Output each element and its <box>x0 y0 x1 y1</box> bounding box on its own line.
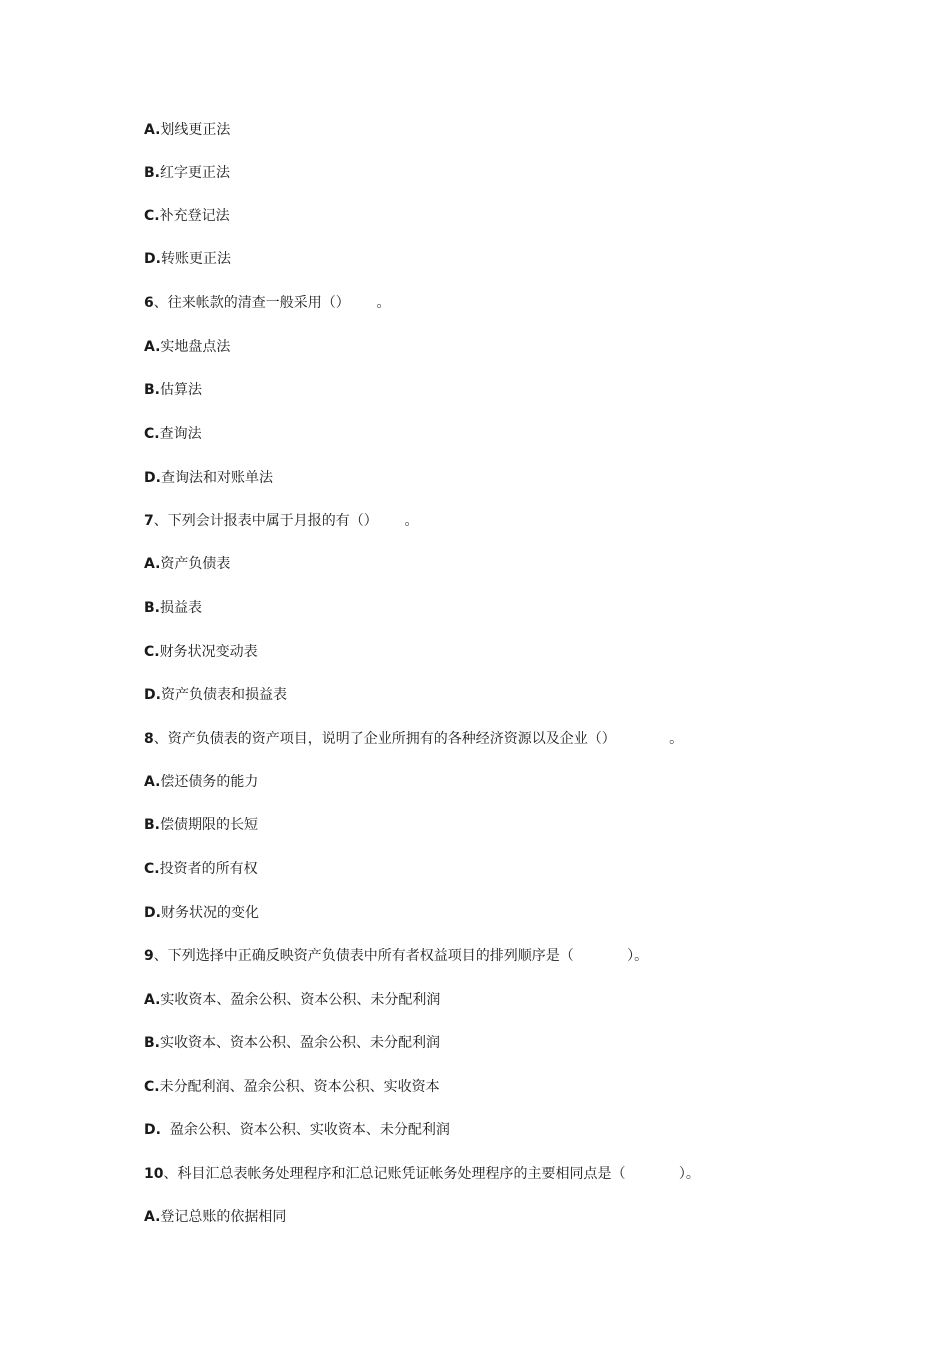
option-text: 投资者的所有权 <box>159 861 258 877</box>
option-text: 偿债期限的长短 <box>160 817 258 833</box>
option-text: 估算法 <box>160 382 202 398</box>
option-label: B. <box>144 817 160 833</box>
option-text: 红字更正法 <box>160 165 230 181</box>
option-label: A. <box>144 992 161 1008</box>
option-line <box>144 121 230 139</box>
option-label: A. <box>144 556 161 572</box>
option-line <box>144 207 230 225</box>
option-label: D. <box>144 905 161 921</box>
question-line <box>144 947 648 965</box>
option-line <box>144 1208 286 1226</box>
option-text: 实收资本、盈余公积、资本公积、未分配利润 <box>160 992 441 1008</box>
question-text: 、下列选择中正确反映资产负债表中所有者权益项目的排列顺序是（ ）。 <box>153 948 649 964</box>
question-text: 、往来帐款的清查一般采用（） 。 <box>153 295 391 311</box>
option-line <box>144 599 202 617</box>
option-text: 查询法和对账单法 <box>160 470 273 486</box>
option-label: B. <box>144 382 160 398</box>
option-text: 盈余公积、资本公积、实收资本、未分配利润 <box>160 1122 450 1138</box>
option-line <box>144 686 287 704</box>
option-label: D. <box>144 251 161 267</box>
option-label: A. <box>144 339 161 355</box>
option-text: 损益表 <box>160 600 202 616</box>
option-label: A. <box>144 122 161 138</box>
option-line <box>144 904 259 922</box>
question-text: 、下列会计报表中属于月报的有（） 。 <box>153 513 419 529</box>
option-line <box>144 773 258 791</box>
option-line <box>144 1078 440 1096</box>
option-line <box>144 991 440 1009</box>
option-text: 资产负债表 <box>160 556 231 572</box>
option-label: C. <box>144 1079 160 1095</box>
option-label: A. <box>144 774 161 790</box>
option-text: 财务状况变动表 <box>159 644 258 660</box>
option-label: C. <box>144 208 160 224</box>
option-text: 实地盘点法 <box>160 339 231 355</box>
option-label: D. <box>144 470 161 486</box>
option-line <box>144 338 230 356</box>
question-number: 10 <box>144 1166 164 1182</box>
option-line <box>144 1121 450 1139</box>
option-label: C. <box>144 644 160 660</box>
option-text: 划线更正法 <box>160 122 231 138</box>
option-text: 财务状况的变化 <box>160 905 259 921</box>
question-number: 8 <box>144 731 154 747</box>
option-line <box>144 164 230 182</box>
option-label: B. <box>144 165 160 181</box>
option-label: B. <box>144 1035 160 1051</box>
option-text: 实收资本、资本公积、盈余公积、未分配利润 <box>160 1035 440 1051</box>
option-label: A. <box>144 1209 161 1225</box>
option-line <box>144 425 202 443</box>
option-label: D. <box>144 687 161 703</box>
question-line <box>144 730 683 748</box>
option-line <box>144 250 231 268</box>
option-line <box>144 860 258 878</box>
question-text: 、资产负债表的资产项目，说明了企业所拥有的各种经济资源以及企业（） 。 <box>153 731 684 747</box>
option-line <box>144 555 230 573</box>
option-line <box>144 469 273 487</box>
question-text: 、科目汇总表帐务处理程序和汇总记账凭证帐务处理程序的主要相同点是（ ）。 <box>163 1166 700 1182</box>
option-line <box>144 643 258 661</box>
option-text: 资产负债表和损益表 <box>160 687 287 703</box>
option-label: B. <box>144 600 160 616</box>
option-label: C. <box>144 861 160 877</box>
option-text: 补充登记法 <box>159 208 230 224</box>
question-number: 9 <box>144 948 154 964</box>
option-label: D. <box>144 1122 161 1138</box>
option-text: 查询法 <box>159 426 202 442</box>
question-line <box>144 512 418 530</box>
question-line <box>144 1165 700 1183</box>
option-line <box>144 1034 440 1052</box>
option-line <box>144 381 202 399</box>
option-line <box>144 816 258 834</box>
question-number: 6 <box>144 295 154 311</box>
option-label: C. <box>144 426 160 442</box>
option-text: 登记总账的依据相同 <box>160 1209 287 1225</box>
option-text: 转账更正法 <box>160 251 231 267</box>
question-line <box>144 294 390 312</box>
option-text: 偿还债务的能力 <box>160 774 259 790</box>
option-text: 未分配利润、盈余公积、资本公积、实收资本 <box>159 1079 440 1095</box>
question-number: 7 <box>144 513 154 529</box>
